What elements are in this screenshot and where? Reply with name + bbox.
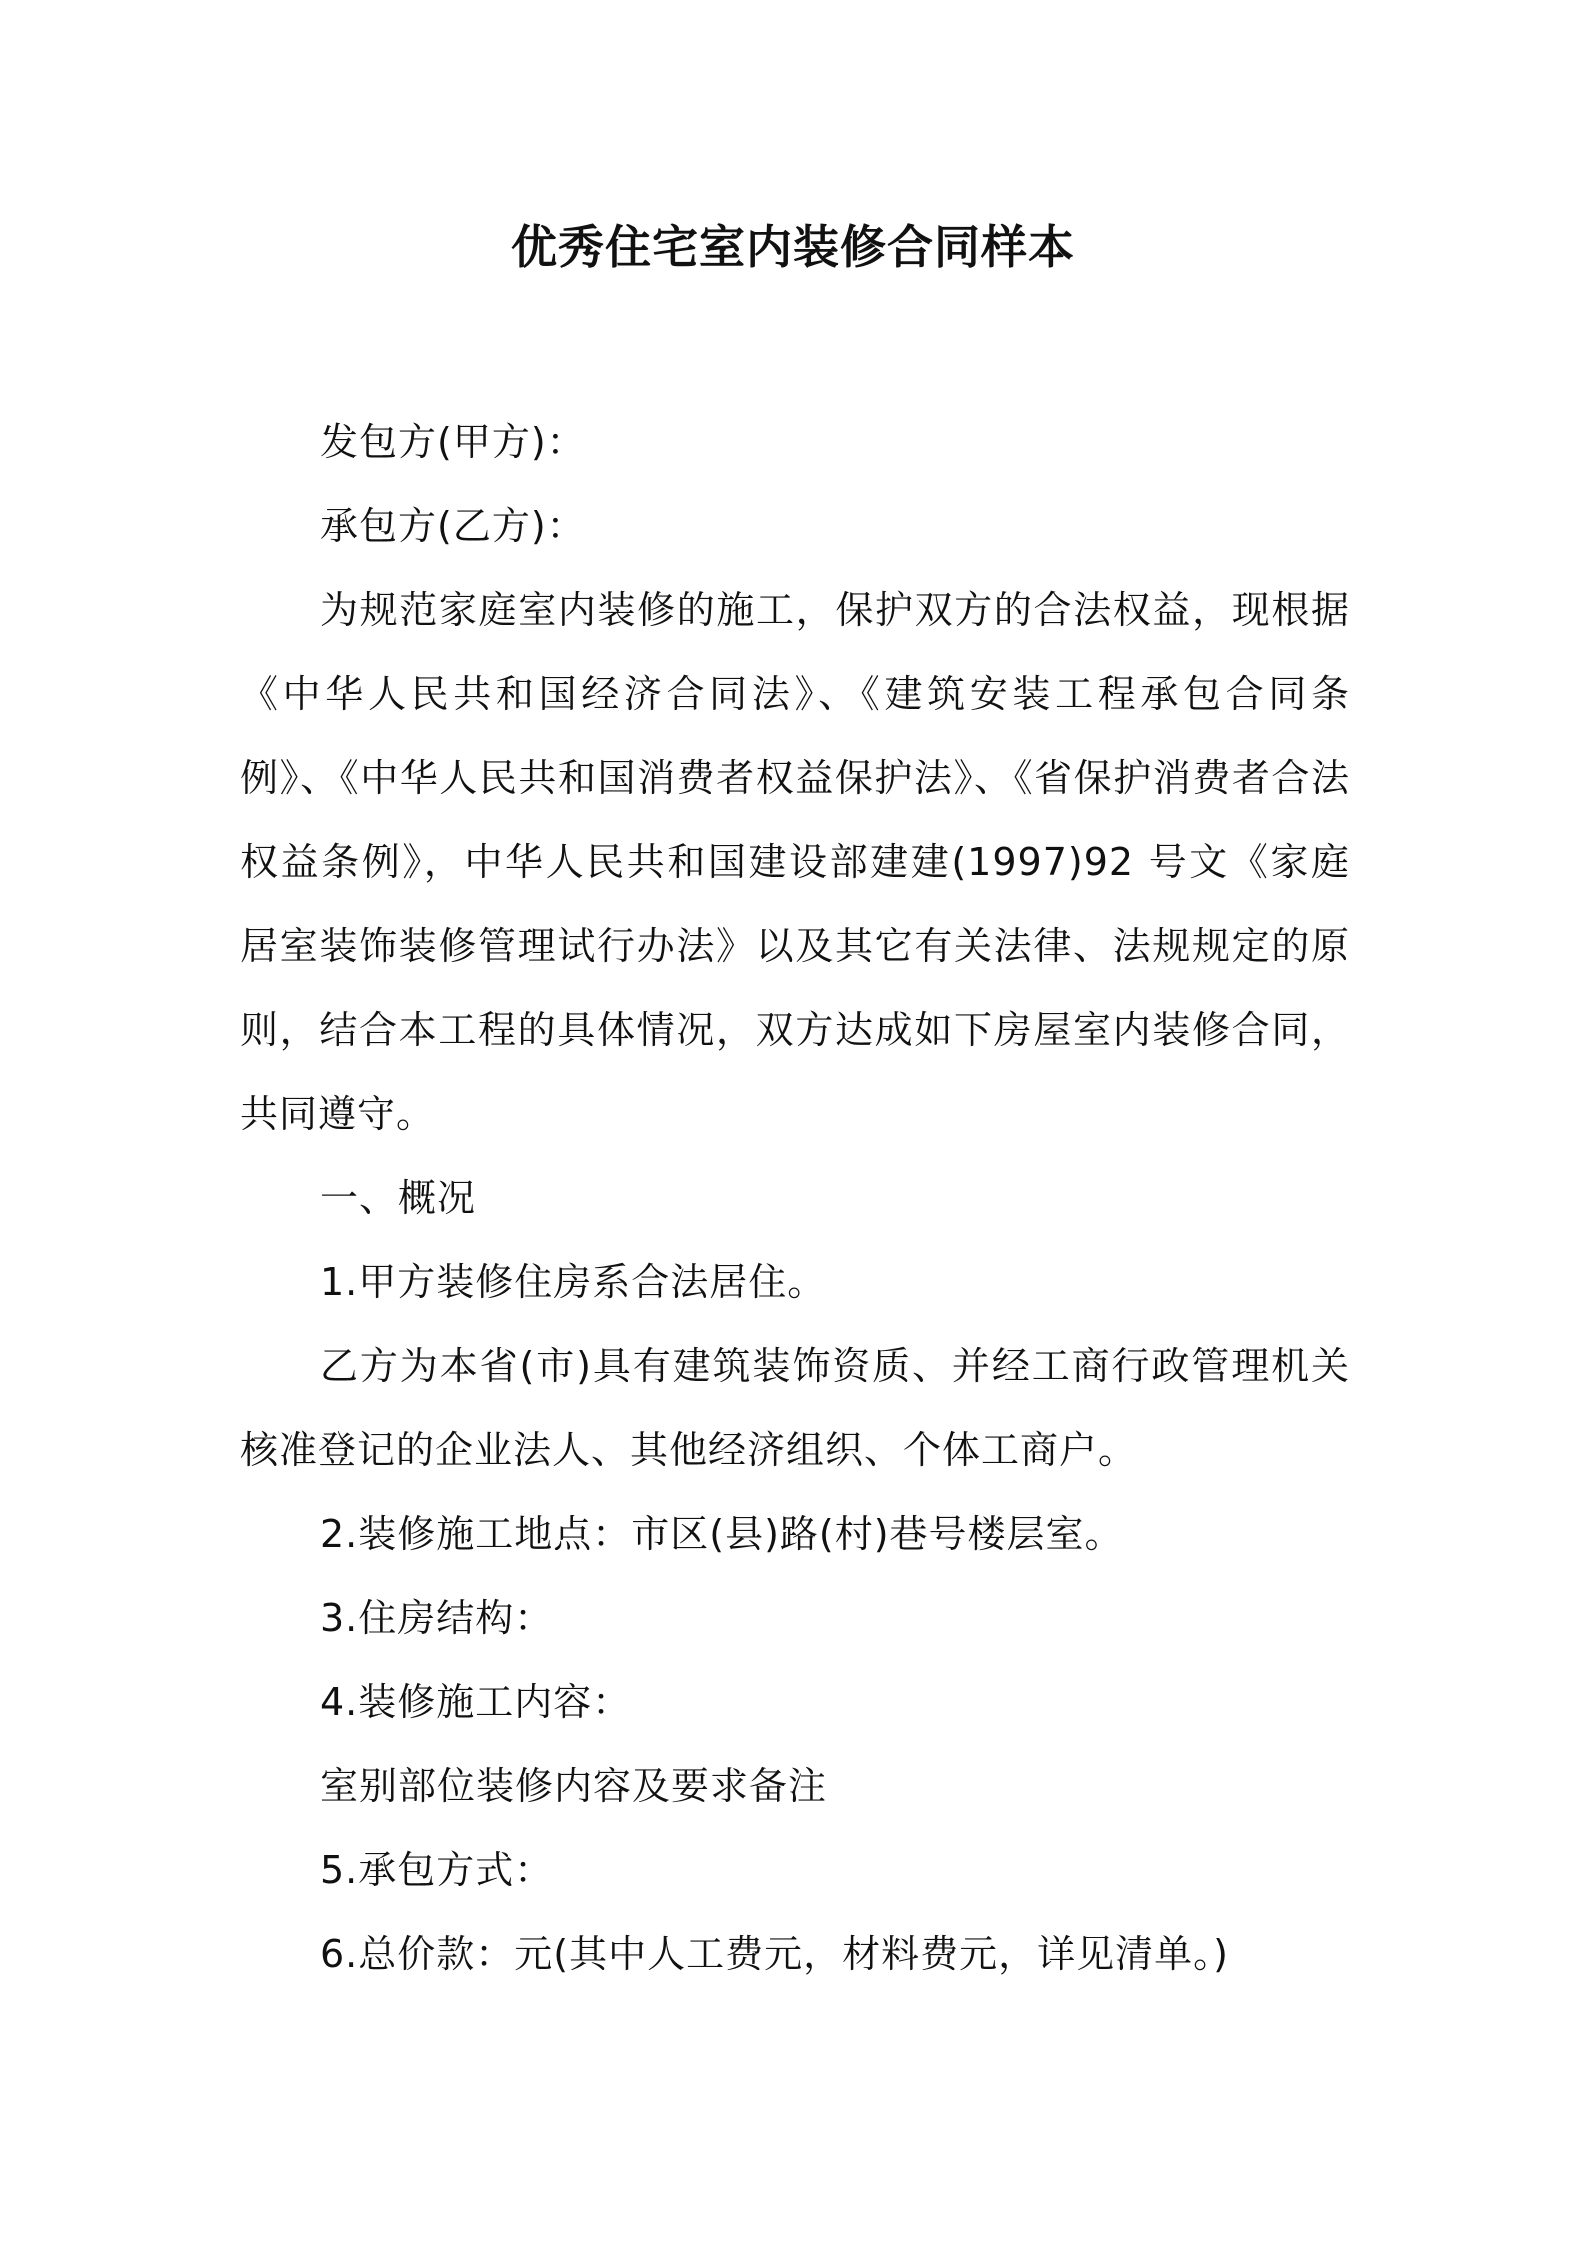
party-b-line: 承包方(乙方)： <box>320 504 586 548</box>
clause-6-price: 6.总价款：元(其中人工费元，材料费元，详见清单。) <box>320 1932 1229 1976</box>
party-a-line: 发包方(甲方)： <box>320 420 586 464</box>
clause-5-method: 5.承包方式： <box>320 1848 554 1892</box>
clause-1-contractor: 乙方为本省(市)具有建筑装饰资质、并经工商行政管理机关核准登记的企业法人、其他经济组织、个体工商户。 <box>240 1344 1350 1472</box>
section-heading-overview: 一、概况 <box>320 1176 477 1220</box>
clause-3-structure: 3.住房结构： <box>320 1596 554 1640</box>
clause-4-content: 4.装修施工内容： <box>320 1680 632 1724</box>
document-title: 优秀住宅室内装修合同样本 <box>511 220 1075 274</box>
clause-2-location: 2.装修施工地点：市区(县)路(村)巷号楼层室。 <box>320 1512 1124 1556</box>
clause-1: 1.甲方装修住房系合法居住。 <box>320 1260 827 1304</box>
clause-4-table-header: 室别部位装修内容及要求备注 <box>320 1764 828 1808</box>
preamble-paragraph: 为规范家庭室内装修的施工，保护双方的合法权益，现根据《中华人民共和国经济合同法》、《建筑安装工程承包合同条例》、《中华人民共和国消费者权益保护法》、《省保护消费者合法权益条例》，中华人民共和国建设部建建(1997)92 号文《家庭居室装饰装修管理试行办法》以及其它有关法律、法规规定的原则，结合本工程的具体情况，双方达成如下房屋室内装修合同，共同遵守。 <box>240 588 1350 1136</box>
document-body <box>240 400 1350 1996</box>
